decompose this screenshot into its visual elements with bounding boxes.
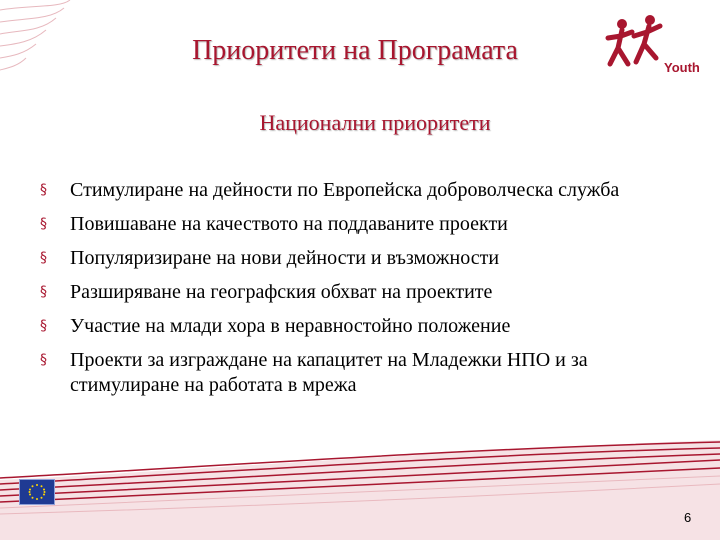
list-item: § Популяризиране на нови дейности и възможности (40, 247, 500, 269)
bullet-marker: § (40, 182, 47, 198)
eu-flag-icon (20, 480, 54, 504)
bullet-marker: § (40, 216, 47, 232)
list-item: § Стимулиране на дейности по Европейска доброволческа служба (40, 179, 620, 201)
bullet-marker: § (40, 250, 47, 266)
list-item: § Проекти за изграждане на капацитет на Младежки НПО и за стимулиране на работата в мрежа (40, 349, 588, 396)
footer-swoosh-decoration (0, 440, 720, 540)
bullet-marker: § (40, 318, 47, 334)
list-item: § Повишаване на качеството на поддаваните проекти (40, 213, 508, 235)
slide-subtitle: Национални приоритети (259, 110, 491, 135)
slide-title: Приоритети на Програмата (192, 35, 518, 66)
list-item: § Разширяване на географския обхват на проектите (40, 281, 493, 303)
youth-logo-text: Youth (664, 60, 700, 75)
priority-list (40, 178, 680, 407)
list-item: § Участие на млади хора в неравностойно положение (40, 315, 511, 337)
bullet-marker: § (40, 352, 47, 368)
page-number: 6 (684, 510, 692, 525)
bullet-marker: § (40, 284, 47, 300)
